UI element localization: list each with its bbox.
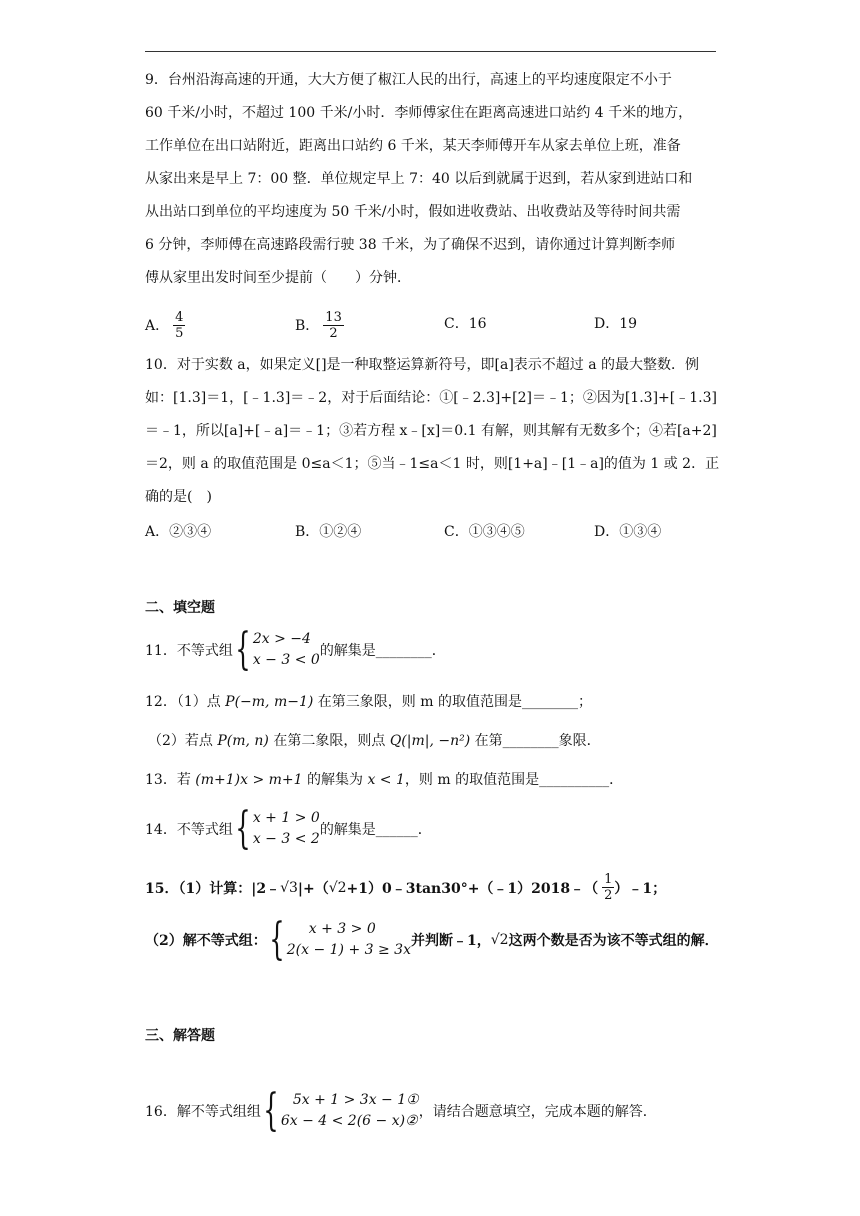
sqrt-expression: √2	[328, 879, 347, 896]
q9-line: 6 分钟，李师傅在高速路段需行驶 38 千米，为了确保不迟到，请你通过计算判断李师	[145, 237, 676, 253]
q10-line: 确的是( )	[145, 489, 212, 505]
q9-line: 9．台州沿海高速的开通，大大方便了椒江人民的出行，高速上的平均速度限定不小于	[145, 72, 672, 88]
inequality-system	[287, 919, 411, 961]
text: 在第________象限．	[470, 733, 601, 749]
q11-suffix: 的解集是________．	[319, 643, 446, 659]
inequality-row: x − 3 < 2	[252, 831, 320, 847]
brace-icon: {	[263, 1085, 279, 1136]
fraction	[173, 310, 185, 341]
brace-icon: {	[235, 803, 251, 854]
option-label: B．	[295, 317, 320, 334]
inequality-system	[253, 629, 320, 671]
q9-line: 工作单位在出口站附近，距离出口站约 6 千米，某天李师傅开车从家去单位上班，准备	[145, 138, 681, 154]
q16-prefix: 16．解不等式组组	[145, 1104, 261, 1120]
numerator: 1	[604, 872, 613, 887]
question-11	[145, 624, 446, 675]
denominator: 5	[175, 326, 184, 341]
math-expression: P(m, n)	[217, 733, 269, 749]
math-expression: Q(|m|, −n²)	[389, 733, 471, 749]
q10-option-a: A．②③④	[145, 524, 212, 540]
q14-prefix: 14．不等式组	[145, 822, 233, 838]
brace-icon: {	[269, 914, 285, 965]
text: （2）若点	[148, 733, 218, 749]
option-label: A．	[145, 317, 170, 334]
text: |+（	[297, 880, 329, 897]
inequality-row: x − 3 < 0	[252, 652, 320, 668]
inequality-row: 2x > −4	[252, 631, 311, 647]
question-13	[145, 770, 623, 790]
question-12-part-2	[148, 731, 601, 751]
math-expression: (m+1)x > m+1	[195, 772, 303, 788]
q10-line: 如：[1.3]＝1，[﹣1.3]＝﹣2，对于后面结论：①[﹣2.3]+[2]＝﹣1；②因为[1.3]+[﹣1.3]	[145, 390, 717, 406]
inequality-system	[253, 808, 320, 850]
text: ）﹣1；	[614, 880, 667, 897]
q10-option-d: D．①③④	[594, 524, 662, 540]
sqrt-expression: √2	[490, 932, 509, 948]
q10-line: ＝﹣1，所以[a]+[﹣a]＝﹣1；③若方程 x﹣[x]＝0.1 有解，则其解有无数多个；④若[a+2]	[145, 423, 717, 439]
question-14	[145, 803, 432, 854]
denominator: 2	[329, 326, 338, 341]
text: 12．（1）点	[145, 694, 226, 710]
text: +1）0﹣3tan30°+（﹣1）2018﹣（	[346, 880, 599, 897]
inequality-row: x + 1 > 0	[252, 810, 320, 826]
fraction	[602, 872, 614, 903]
text: 的解集为	[302, 772, 368, 788]
inequality-row: 2(x − 1) + 3 ≥ 3x	[286, 942, 411, 958]
inequality-row: 5x + 1 > 3x − 1①	[292, 1092, 419, 1108]
text: 并判断﹣1，	[411, 933, 491, 949]
section-heading-answer: 三、解答题	[145, 1028, 215, 1044]
text: （2）解不等式组：	[145, 933, 267, 949]
denominator: 2	[604, 888, 613, 903]
q10-option-b: B．①②④	[295, 524, 362, 540]
inequality-system	[281, 1090, 419, 1132]
numerator: 4	[175, 310, 184, 325]
q9-option-a	[145, 310, 185, 341]
section-heading-fill-in: 二、填空题	[145, 600, 215, 616]
q14-suffix: 的解集是______．	[319, 822, 432, 838]
q9-option-d: D．19	[594, 316, 638, 332]
text: 15．（1）计算：|2﹣	[145, 880, 281, 897]
q10-option-c: C．①③④⑤	[444, 524, 525, 540]
text: 这两个数是否为该不等式组的解．	[508, 933, 719, 949]
q11-prefix: 11．不等式组	[145, 643, 233, 659]
math-expression: x < 1	[367, 772, 405, 788]
inequality-row: x + 3 > 0	[308, 921, 376, 937]
brace-icon: {	[235, 624, 251, 675]
question-15-part-1	[145, 872, 666, 903]
header-rule	[145, 51, 716, 52]
math-expression: P(−m, m−1)	[225, 694, 314, 710]
inequality-row: 6x − 4 < 2(6 − x)②	[280, 1113, 418, 1129]
sqrt-expression: √3	[280, 879, 298, 896]
q9-option-c: C．16	[444, 316, 487, 332]
q9-line: 60 千米/小时，不超过 100 千米/小时．李师傅家住在距离高速进口站约 4 千米的地方，	[145, 105, 693, 121]
text: 在第二象限，则点	[268, 733, 390, 749]
fraction	[323, 310, 344, 341]
q9-line: 傅从家里出发时间至少提前（ ）分钟．	[145, 270, 411, 286]
q16-suffix: ，请结合题意填空，完成本题的解答．	[418, 1104, 657, 1120]
text: 13．若	[145, 772, 196, 788]
q10-line: 10．对于实数 a，如果定义[]是一种取整运算新符号，即[a]表示不超过 a 的最大整数．例	[145, 357, 700, 373]
q9-line: 从家出来是早上 7：00 整．单位规定早上 7：40 以后到就属于迟到，若从家到进站口和	[145, 171, 693, 187]
text: ，则 m 的取值范围是__________．	[404, 772, 624, 788]
text: 在第三象限，则 m 的取值范围是________；	[313, 694, 592, 710]
question-16	[145, 1085, 657, 1136]
question-15-part-2	[145, 914, 719, 965]
q9-line: 从出站口到单位的平均速度为 50 千米/小时，假如进收费站、出收费站及等待时间共需	[145, 204, 681, 220]
q10-line: ＝2，则 a 的取值范围是 0≤a＜1；⑤当﹣1≤a＜1 时，则[1+a]﹣[1﹣a]的值为 1 或 2．正	[145, 456, 720, 472]
numerator: 13	[325, 310, 342, 325]
q9-option-b	[295, 310, 344, 341]
question-12-part-1	[145, 692, 592, 712]
